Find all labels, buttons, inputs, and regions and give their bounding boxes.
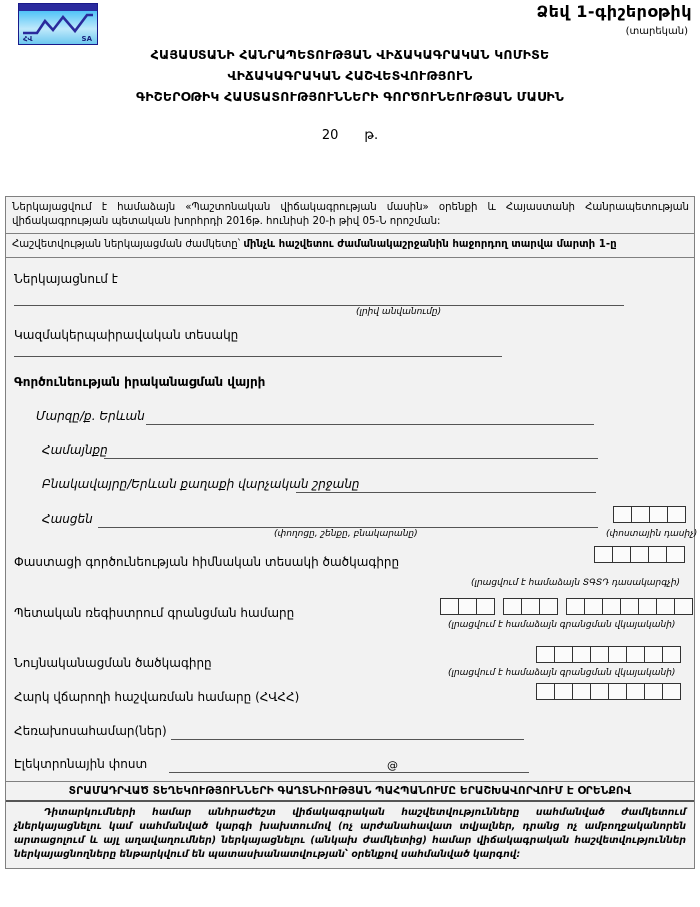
state-reg-box[interactable] — [476, 598, 495, 615]
identification-boxes[interactable] — [536, 646, 681, 663]
year-prefix: 20 — [321, 128, 339, 143]
postal-box[interactable] — [649, 506, 668, 523]
tax-number-box[interactable] — [644, 683, 663, 700]
main-activity-label: Փաստացի գործունեության հիմնական տեսակի ծածկագիրը — [14, 555, 400, 569]
marz-label: Մարզը/ք. Երևան — [36, 409, 145, 423]
legal-basis-note: Ներկայացվում է համաձայն «Պաշտոնական վիճակագրության մասին» օրենքի և Հայաստանի Հանրապետության վիճակագրության պետական խորհրդի 2016թ. հունիսի 20-ի թիվ 05-Ն որոշման: — [6, 197, 694, 234]
reporting-year — [0, 128, 700, 143]
state-reg-box[interactable] — [602, 598, 621, 615]
settlement-input[interactable] — [296, 492, 596, 493]
penalty-notice-text: Դիտարկումների համար անհրաժեշտ վիճակագրական հաշվետվությունները սահմանված ժամկետում չներկայացնելու կամ սահմանված կարգի խախտումով (ոչ արժանահավատ տվյալներ, դրանց ոչ ամբողջականորեն արտացոլում և այլ աղավաղումներ) ներկայացնելու (անկախ ժամկետից) համար վիճակագրական հաշվետվություններ ներկայացնողները ենթարկվում են պատասխանատվության՝ օրենքով սահմանված կարգով: — [14, 807, 686, 860]
page-title — [0, 44, 700, 107]
tax-number-box[interactable] — [590, 683, 609, 700]
submitted-by-hint: (լրիվ անվանումը) — [356, 307, 442, 317]
identification-box[interactable] — [536, 646, 555, 663]
confidentiality-heading: ՏՐԱՄԱԴՐՎԱԾ ՏԵՂԵԿՈՒԹՅՈՒՆՆԵՐԻ ԳԱՂՏՆԻՈՒԹՅԱՆ ՊԱՀՊԱՆՈՒՄԸ ԵՐԱՇԽԱՎՈՐՎՈՒՄ Է ՕՐԵՆՔՈՎ — [6, 781, 694, 802]
form-code: Ձեվ 1-գիշերօթիկ — [536, 2, 692, 21]
year-suffix: թ. — [364, 128, 379, 143]
submitted-by-input[interactable] — [14, 305, 624, 306]
tax-number-box[interactable] — [536, 683, 555, 700]
email-label: Էլեկտրոնային փոստ — [14, 757, 148, 771]
settlement-label: Բնակավայրը/Երևան քաղաքի վարչական շրջանը — [42, 477, 360, 491]
logo-label-hy: ՀՎ — [23, 35, 33, 43]
state-reg-box[interactable] — [440, 598, 459, 615]
community-label: Համայնքը — [42, 443, 108, 457]
state-reg-box[interactable] — [584, 598, 603, 615]
org-legal-form-label: Կազմակերպաիրավական տեսակը — [14, 328, 239, 342]
state-reg-box[interactable] — [539, 598, 558, 615]
tax-number-box[interactable] — [626, 683, 645, 700]
activity-place-heading: Գործունեության իրականացման վայրի — [14, 375, 266, 389]
form-period: (տարեկան) — [625, 26, 688, 37]
title-line-1: ՀԱՅԱՍՏԱՆԻ ՀԱՆՐԱՊԵՏՈՒԹՅԱՆ ՎԻՃԱԿԱԳՐԱԿԱՆ ԿՈՄԻՏԵ — [150, 47, 550, 62]
tax-number-box[interactable] — [662, 683, 681, 700]
marz-input[interactable] — [146, 424, 594, 425]
state-reg-box[interactable] — [521, 598, 540, 615]
org-legal-form-input[interactable] — [14, 356, 502, 357]
form-body — [6, 258, 698, 781]
email-input[interactable] — [169, 772, 529, 773]
state-reg-box[interactable] — [458, 598, 477, 615]
phone-label: Հեռախոսահամար(ներ) — [14, 724, 167, 738]
state-reg-box[interactable] — [620, 598, 639, 615]
title-line-2: ՎԻՃԱԿԱԳՐԱԿԱՆ ՀԱՇՎԵՏՎՈՒԹՅՈՒՆ — [227, 68, 473, 83]
postal-box[interactable] — [613, 506, 632, 523]
tax-number-boxes[interactable] — [536, 683, 681, 700]
title-line-3: ԳԻՇԵՐՕԹԻԿ ՀԱՍՏԱՏՈՒԹՅՈՒՆՆԵՐԻ ԳՈՐԾՈՒՆԵՈՒԹՅԱՆ ՄԱՍԻՆ — [135, 89, 564, 104]
postal-code-hint: (փոստային դասիչ) — [606, 529, 698, 539]
address-input[interactable] — [98, 527, 598, 528]
state-reg-group-2[interactable] — [503, 598, 558, 615]
armstat-logo — [18, 3, 98, 45]
identification-box[interactable] — [608, 646, 627, 663]
main-activity-hint: (լրացվում է համաձայն ՏԳՏԴ դասակարգչի) — [471, 578, 681, 588]
identification-box[interactable] — [626, 646, 645, 663]
community-input[interactable] — [104, 458, 598, 459]
postal-box[interactable] — [631, 506, 650, 523]
state-reg-hint: (լրացվում է համաձայն գրանցման վկայականի) — [448, 620, 676, 630]
activity-box[interactable] — [630, 546, 649, 563]
state-reg-group-3[interactable] — [566, 598, 693, 615]
state-reg-box[interactable] — [674, 598, 693, 615]
identification-box[interactable] — [590, 646, 609, 663]
identification-box[interactable] — [644, 646, 663, 663]
tax-number-box[interactable] — [554, 683, 573, 700]
penalty-notice — [6, 802, 694, 868]
state-reg-box[interactable] — [566, 598, 585, 615]
logo-label-en: SA — [81, 35, 92, 43]
address-hint: (փողոցը, շենքը, բնակարանը) — [274, 529, 418, 539]
activity-box[interactable] — [594, 546, 613, 563]
state-reg-boxes[interactable] — [440, 598, 693, 615]
address-label: Հասցեն — [42, 512, 93, 526]
postal-code-boxes[interactable] — [613, 506, 686, 523]
identification-hint: (լրացվում է համաձայն գրանցման վկայականի) — [448, 668, 676, 678]
identification-box[interactable] — [662, 646, 681, 663]
state-reg-box[interactable] — [638, 598, 657, 615]
phone-input[interactable] — [171, 739, 524, 740]
deadline-value: մինչև հաշվետու ժամանակաշրջանին հաջորդող տարվա մարտի 1-ը — [243, 239, 617, 250]
main-activity-boxes[interactable] — [594, 546, 685, 563]
activity-box[interactable] — [666, 546, 685, 563]
tax-number-box[interactable] — [608, 683, 627, 700]
form-frame — [5, 196, 698, 869]
state-reg-label: Պետական ռեգիստրում գրանցման համարը — [14, 606, 295, 620]
postal-box[interactable] — [667, 506, 686, 523]
identification-box[interactable] — [572, 646, 591, 663]
identification-label: Նույնականացման ծածկագիրը — [14, 656, 212, 670]
identification-box[interactable] — [554, 646, 573, 663]
activity-box[interactable] — [648, 546, 667, 563]
submission-deadline — [6, 234, 694, 258]
deadline-label: Հաշվետվության ներկայացման ժամկետը՝ — [12, 239, 244, 250]
submitted-by-label: Ներկայացնում է — [14, 272, 118, 286]
activity-box[interactable] — [612, 546, 631, 563]
state-reg-group-1[interactable] — [440, 598, 495, 615]
tax-number-label: Հարկ վճարողի հաշվառման համարը (ՀՎՀՀ) — [14, 690, 300, 704]
tax-number-box[interactable] — [572, 683, 591, 700]
email-at-sign: @ — [387, 759, 398, 772]
state-reg-box[interactable] — [503, 598, 522, 615]
state-reg-box[interactable] — [656, 598, 675, 615]
